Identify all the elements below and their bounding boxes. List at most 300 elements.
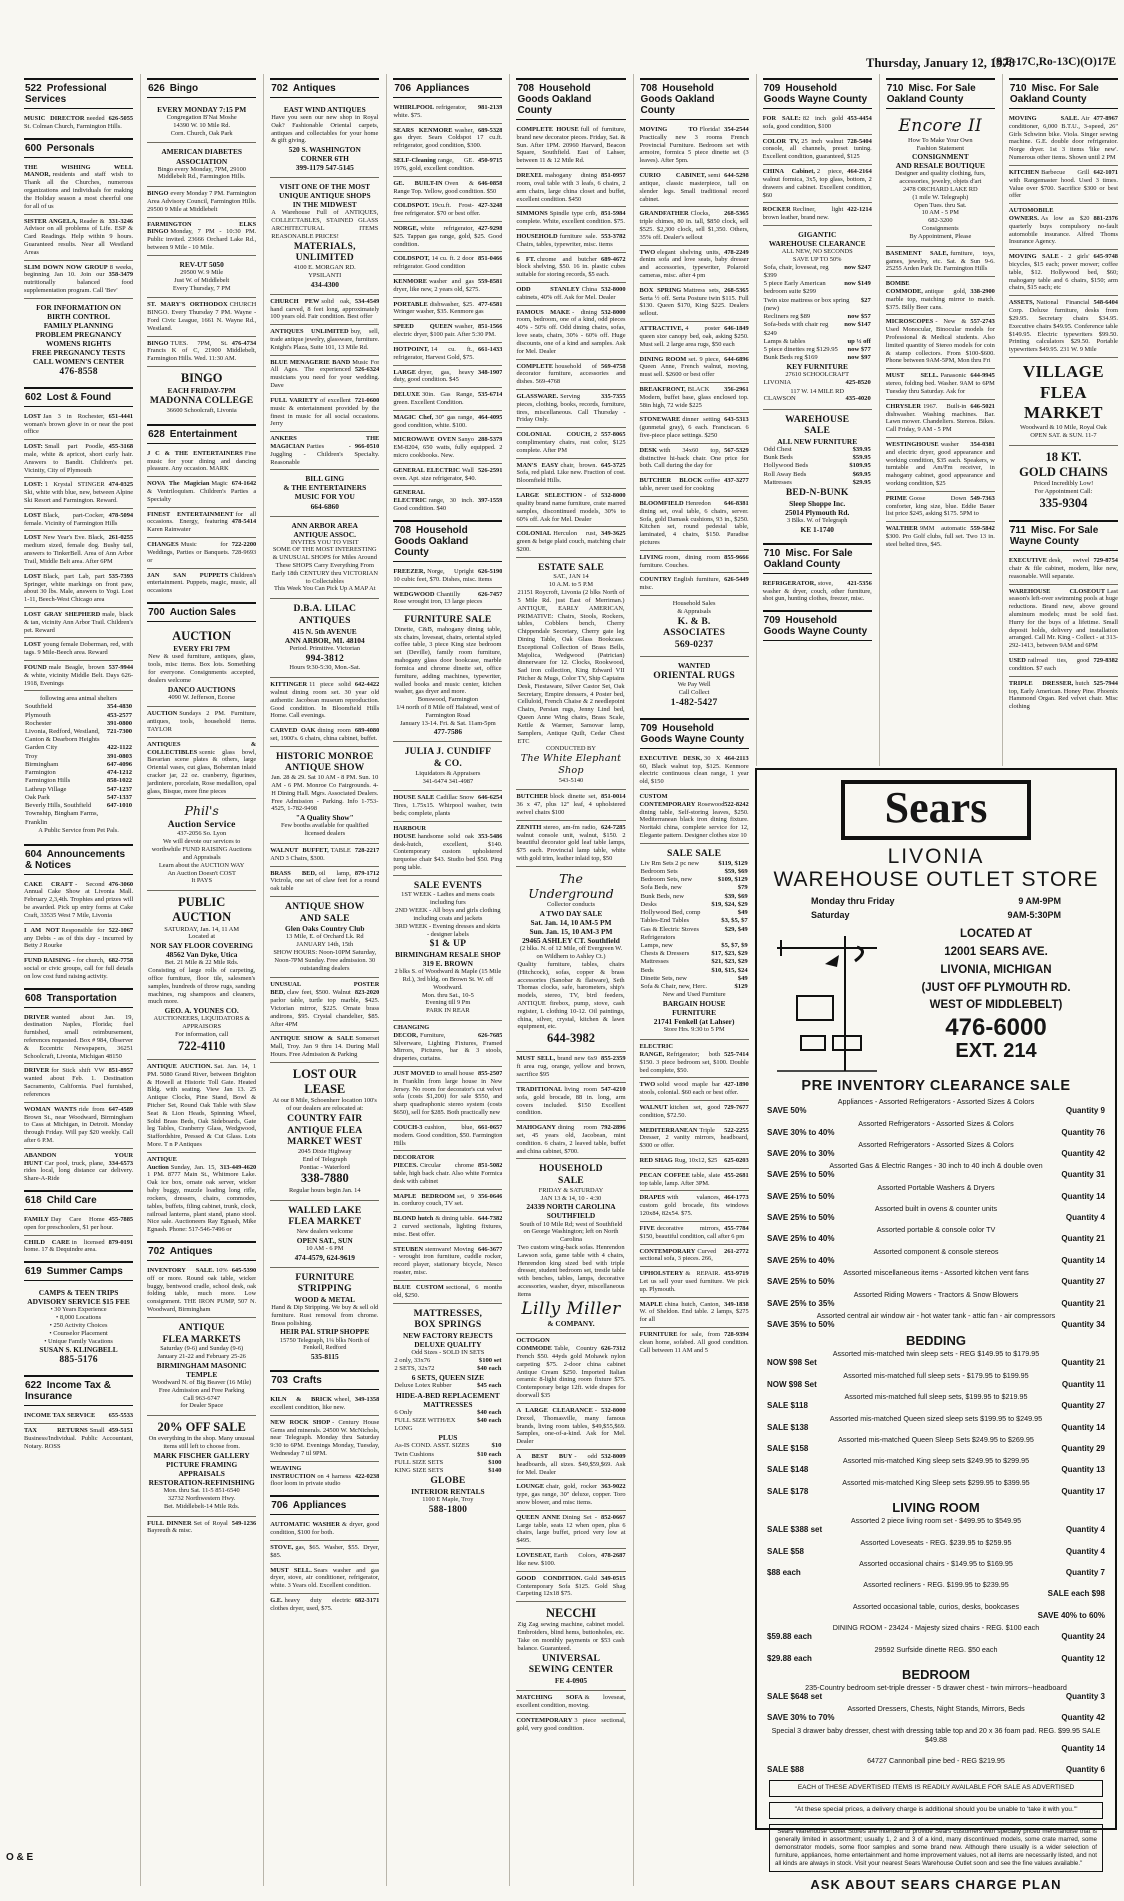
price-item: Sofa-beds with chair reg $249 (763, 321, 829, 337)
ad-lead: BOX SPRING (639, 286, 682, 294)
store-map (767, 926, 887, 1076)
price-item: CLAWSON (763, 395, 796, 403)
ad-body: BLACK Modern, buffet base, glass enclosed top. 58in high, 72 wide $225 (639, 385, 749, 409)
display-line: GLOBE (430, 1475, 466, 1487)
classified-ad (147, 737, 256, 799)
ad-body: brand new 6x9 ft area rug, orange, yellow and brown, sacrifice $95 (516, 1055, 626, 1079)
classified-ad (640, 352, 749, 382)
display-line: Sat. Jan. 14, 10 AM-5 PM (530, 918, 612, 928)
sale-item-description: Assorted Portable Washers & Dryers (877, 1182, 995, 1192)
ad-lead: JUST MOVED (393, 1070, 435, 1078)
display-ad (270, 1267, 379, 1367)
display-line: OPEN SAT. & SUN. 11-7 (1030, 431, 1097, 439)
ad-phone: 349-1838 (724, 1300, 749, 1308)
display-line: By Appointment, Please (909, 232, 972, 240)
ad-body: Refrigerator; both $150. 3 piece bedroom set, $100. Double bed complete, $50. (639, 1050, 749, 1074)
section-title: Announcements & Notices (25, 848, 126, 871)
display-line: FURNITURE SALE (404, 614, 492, 626)
ad-phone: 526-6324 (354, 366, 380, 374)
sale-item-row (767, 1444, 1105, 1454)
display-line: 588-1800 (428, 1503, 468, 1515)
display-line: 1ST WEEK - Ladies and mens coats including furs (401, 891, 495, 907)
ad-body: Jan 3 in Rochester, woman's brown glove in or near the post office (24, 412, 134, 436)
ad-body: semi antique, classic masterpiece, tall on slender legs. Small traditional record cabinet. (639, 172, 749, 203)
ad-lead: QUEEN ANNE (516, 1513, 561, 1521)
display-line: STRIPPING (297, 1283, 352, 1295)
display-line: AUCTION (172, 628, 232, 643)
ad-phone: 646-8381 (724, 499, 749, 507)
ad-body: Small Business/Individual. Public Accountant, Notary. ROSS (24, 1426, 134, 1450)
ad-lead: WESTINGHOUSE (885, 440, 939, 448)
ad-body: 4 poster queen size canopy bed, oak, asking $250. Must sell. 2 large area rugs, $50 each (639, 325, 749, 348)
display-ad (516, 1601, 625, 1690)
ad-phone: 532-8000 (601, 1406, 626, 1414)
display-line: ALL NEW, NO SECONDS (781, 248, 853, 255)
sears-phone: 476-6000 (945, 1014, 1047, 1042)
ad-lead: BUTCHER (516, 793, 549, 801)
ad-phone: 655-5533 (108, 1412, 134, 1420)
charge-plan-line: ASK ABOUT SEARS CHARGE PLAN (810, 1876, 1062, 1892)
ad-body: Florida! Practically new 3 rooms French Provincial Furniture. Bedroom set with armoire, formica 5 piece dinette set (3 leaves). After 5pm. (639, 126, 749, 165)
ad-body: dining room set, 45 years old, Jacobean, mint condition. 6 chairs, 2 leaved table, buffet and china cabinet, $700. (516, 1124, 626, 1155)
ad-phone: 682-3171 (354, 1596, 380, 1604)
classified-ad (24, 607, 133, 637)
price-row (764, 297, 871, 313)
ad-body: English furniture, misc. (639, 576, 721, 592)
ad-body: desk, swivel chair & file cabinet, modern, like new, reasonable. Will separate. (1008, 557, 1118, 580)
display-line: • 8,000 Locations (56, 1314, 102, 1322)
price-row (764, 479, 871, 487)
display-line: Designer and quality clothing, furs, accessories, jewelry, objets d'art (895, 170, 986, 186)
display-line: FREE PREGNANCY TESTS (31, 347, 126, 357)
classified-ad (147, 1516, 256, 1539)
ad-lead: WEDGWOOD (393, 590, 435, 598)
ad-phone: 464-2113 (724, 754, 749, 762)
ad-phone: 879-1712 (354, 869, 380, 877)
classified-ad (393, 1242, 502, 1280)
display-line: It PAYS (191, 877, 212, 885)
ad-body: 2 complimentary chairs, rust color, $125 complete. After PM (516, 431, 626, 454)
ad-body: dining room set, 1900's. 6 chairs, china cabinet, buffet. (270, 727, 378, 742)
ad-body: Cadillac Snow Tires, 1.75x15. Whirpool washer, twin beds; complete, plants (393, 794, 503, 818)
section-number: 619 (25, 1266, 42, 1278)
ad-lead: MUST SELL. (270, 1566, 312, 1574)
ad-lead: USED (1008, 657, 1026, 665)
display-line: Free Admission and Free Parking (158, 1386, 245, 1394)
section-title: Personals (46, 142, 95, 154)
ad-lead: 6 FT. (516, 255, 536, 263)
ad-phone: 626-7685 (477, 1031, 503, 1039)
price-row (394, 1417, 501, 1433)
display-line: Every Thursday, 7 PM (172, 284, 231, 292)
display-line: HISTORIC MONROE (276, 750, 374, 762)
display-line: WAREHOUSE CLEARANCE (768, 238, 866, 248)
ad-lead: NEW ROCK SHOP (270, 1418, 331, 1426)
section-header (270, 1370, 379, 1390)
ad-phone: 728-5404 (847, 137, 872, 145)
ad-lead: EXECUTIVE DESK, (639, 754, 703, 762)
display-line: JANUARY 14th, 15th (296, 941, 354, 949)
display-line: FRIDAY & SATURDAY (538, 1186, 604, 1194)
price-row (641, 958, 748, 966)
ad-phone: 881-2376 (1093, 214, 1118, 222)
classified-ad (1009, 554, 1118, 583)
ad-body: Sundays 2 PM. Furniture, antiques, tools, household items. TAYLOR (147, 710, 257, 733)
ad-body: - 2 girls' bicycles, $15 each; power mower; coffee table, $12. Hollywood bed, $60; mahogany table and 6 chairs, $150; arm chairs, $15 each; etc (1008, 253, 1118, 292)
display-line: EACH FRIDAY-7PM (167, 386, 236, 396)
display-line: BIRMINGHAM MASONIC TEMPLE (156, 1360, 247, 1379)
classified-ad (393, 432, 502, 462)
price-row (394, 1451, 501, 1459)
display-line: Bonswood, Farmington (417, 696, 479, 704)
ad-phone: 358-3479 (108, 271, 134, 279)
ad-body: heavy duty electric clothes dryer, used, $75. (270, 1596, 351, 1612)
price-row (25, 777, 132, 785)
newspaper-column-8 (879, 74, 995, 766)
sale-item-row (767, 1632, 1105, 1642)
ad-body: white refrigerator, $25. Tappan gas range, gold, $25. Good condition. (393, 224, 503, 248)
sale-price: SAVE 25% to 50% (767, 1170, 835, 1180)
section-title: Misc. For Sale Oakland County (1009, 83, 1099, 105)
display-line: We will devote our services to worthwhile FUND RAISING Auctions and Appraisals (151, 838, 252, 861)
display-line: ADVISORY SERVICE $15 FEE (27, 1297, 130, 1307)
price-row (25, 761, 132, 769)
display-line: Sun. Jan. 15, 10 AM-3 PM (529, 927, 613, 937)
display-line: 2045 Dixie Highway (297, 1148, 352, 1155)
classified-ad (393, 153, 502, 176)
quantity-label: Quantity 21 (1061, 1298, 1105, 1308)
ad-phone: 354-2544 (724, 126, 749, 133)
display-ad (270, 598, 379, 677)
ad-lead: LOST (24, 511, 42, 519)
sale-section-heading: BEDROOM (902, 1666, 970, 1682)
ad-lead: DECORATOR PIECES. (393, 1154, 435, 1170)
display-line: 885-5176 (59, 1354, 98, 1366)
ad-body: washer and electric dryer, good appearance and working condition, $35 each. Speakers, w turntable and Am/Fm receiver, in mahogany cabinet, good appearance and working condition, $25 (885, 440, 995, 488)
display-line: LOST OUR LEASE (292, 1066, 357, 1097)
ad-lead: LOST (24, 534, 42, 542)
ad-body: Monday, 7 PM - 10:30 PM. Public invited. 23666 Orchard Lake Rd., between 9 Mile - 10 Mile. (147, 228, 257, 252)
display-line: & COMPANY. (547, 1319, 595, 1329)
classified-ad (147, 1059, 256, 1152)
sale-item-row (767, 1380, 1105, 1390)
ad-body: for Stick shift VW wanted about Feb. 1. Destination Sacramento, California. Fuel furnished, references (24, 1067, 134, 1098)
section-number: 618 (25, 1195, 42, 1206)
ad-phone: 331-3246 (108, 217, 134, 225)
display-line: Consisting of large rolls of carpeting, office furniture, floor tile, salesmen's samples, hundreds of throw rugs, sanding machines, rug shampoos and cleaners, much more. (148, 967, 256, 1006)
display-line: WOMENS RIGHTS (46, 338, 112, 348)
section-header (763, 610, 872, 641)
display-line: UNLIMITED (295, 252, 354, 264)
classified-ad (640, 245, 749, 283)
price-row (641, 868, 748, 876)
ad-phone: 532-8000 (601, 492, 626, 500)
sale-item-description: Assorted recliners - REG. $199.95 to $239.95 (863, 1580, 1009, 1590)
ad-lead: MAPLE BEDROOM (393, 1192, 456, 1200)
display-line: AUCTION (172, 910, 232, 925)
display-line: COUNTRY FAIR (287, 1112, 363, 1124)
classified-ad (763, 202, 872, 225)
ad-lead: FULL VARIETY (270, 396, 318, 404)
classified-ad (24, 530, 133, 568)
sale-item-row (767, 1713, 1105, 1723)
ad-lead: MATCHING SOFA (516, 1694, 583, 1702)
classified-ad (393, 565, 502, 587)
ad-lead: DRIVER (24, 1067, 50, 1075)
ad-body: 1 Krystal STINGER Ski, white with blue, new, between Alpine Ski Resort and Farmington. Reward. (24, 481, 134, 505)
ad-phone: 268-5365 (724, 286, 749, 294)
ad-phone: 478-2249 (724, 248, 749, 256)
sale-price: SAVE 20% to 30% (767, 1148, 835, 1158)
price-row (764, 395, 871, 403)
ad-phone: 478-5094 (108, 511, 134, 519)
ad-lead: KENMORE (393, 278, 428, 285)
sale-item-description: Special 3 drawer baby dresser, chest with dressing table top and 20 x 36 foam pad. REG. $99.95 SALE $49.88 (771, 1725, 1101, 1744)
display-line: following area animal shelters (39, 695, 118, 703)
classified-ad (640, 382, 749, 412)
ad-phone: 455-7885 (108, 1216, 134, 1223)
classified-ad (393, 221, 502, 251)
price-value: 547-1237 (106, 785, 133, 793)
price-row (764, 313, 871, 321)
sale-price: $29.88 each (767, 1653, 812, 1663)
classified-ad (516, 1690, 625, 1713)
sears-hours-weekday (811, 895, 1061, 909)
ad-phone: 548-6404 (1093, 299, 1118, 307)
display-line: Odd Sizes - SOLD IN SETS (411, 1349, 485, 1357)
quantity-label: SAVE 40% to 60% (1037, 1610, 1105, 1620)
price-value: $29.95 (852, 478, 871, 486)
ad-body: 14 cu. ft. 2 door refrigerator. Good condition (393, 255, 474, 271)
price-value: $5, $7, $9 (721, 941, 748, 949)
ad-lead: SELF-Cleaning (393, 157, 436, 165)
price-row (394, 1382, 501, 1390)
ad-phone: 643-5313 (724, 416, 749, 424)
section-header (24, 387, 133, 407)
ad-phone: 729-8754 (1093, 557, 1118, 565)
ad-lead: DELUXE (393, 391, 420, 399)
display-line: 477-7586 (433, 727, 463, 737)
ad-lead: UNUSUAL POSTER BED, (270, 981, 380, 997)
price-value: 391-0803 (106, 752, 133, 760)
ad-lead: BLOND hutch (393, 1215, 434, 1223)
sale-item-description: Assorted Refrigerators - Assorted Sizes & Colors (858, 1139, 1014, 1149)
display-line: 4100 E. MORGAN RD. (293, 264, 356, 272)
classified-ad (24, 637, 133, 660)
ad-phone: 626-7312 (601, 1345, 626, 1353)
classified-ad (393, 1211, 502, 1241)
classified-ad (886, 368, 995, 398)
sale-item-description: Assorted occasional chairs - $149.95 to $169.95 (859, 1558, 1013, 1568)
display-line: 994-3812 (305, 652, 344, 664)
ad-lead: LOVESEAT, (516, 1552, 552, 1560)
ad-lead: FINEST ENTERTAINMENT (147, 510, 234, 518)
ad-body: Black, part-Cocker, female. Vicinity of Farmington Hills (24, 511, 118, 527)
price-item: Roll Away Beds (763, 470, 807, 478)
price-value: $17, $23, $29 (711, 950, 748, 958)
ad-lead: THE WISHING WELL MANOR, (24, 163, 134, 179)
display-line: GEO. A. YOUNES CO. (164, 1006, 239, 1016)
ad-lead: WEAVING INSTRUCTION (270, 1464, 316, 1480)
ad-body: 2 piece, walnut formica, 3x5, top glass, bottom, 2 drawers and cabinet. Excellent condition, $60 (762, 168, 872, 199)
display-ad (147, 101, 256, 142)
display-line: End of Telegraph (302, 1155, 347, 1163)
sale-item-row (767, 1465, 1105, 1475)
section-header (147, 1241, 256, 1261)
ad-phone: 646-0858 (477, 179, 503, 187)
ad-body: Mattress sets, Serta ½ off. Serta Posture twin $115. Full $130. Queen $170, King $225. Dealers sellout. (639, 286, 749, 318)
classified-ad (270, 324, 379, 354)
ad-lead: TWO (639, 248, 656, 256)
display-line: NEW FACTORY REJECTS (402, 1330, 493, 1340)
ad-body: Set of Royal Bayreuth & misc. (147, 1519, 228, 1535)
display-ad (640, 656, 749, 714)
ad-phone: 476-3060 (108, 880, 134, 888)
quantity-label: Quantity 29 (1061, 1444, 1105, 1453)
classified-ad (393, 342, 502, 365)
sale-item-row (767, 1299, 1105, 1309)
section-number: 602 (25, 391, 42, 403)
price-item: KING SIZE SETS (394, 1467, 444, 1475)
display-line: 474-4579, 624-9619 (294, 1252, 355, 1262)
price-value: $45 each (477, 1382, 502, 1390)
ad-body: full of furniture, brand new decorator pieces. Friday, Sat. & Sun. After 1PM. 20960 Harvard, Beacon Square, Southfield. East of Lahser, between 11 & 12 Mile Rd. (516, 126, 626, 165)
display-line: FE 4-0905 (554, 1676, 588, 1686)
display-ad (147, 1415, 256, 1515)
ad-lead: BINGO (147, 339, 169, 347)
display-line: Hand & Dip Stripping. We buy & sell old furniture. Rust removal from chrome. Brass polishing. (271, 1304, 379, 1327)
classified-ad (516, 1120, 625, 1158)
display-line: 2478 ORCHARD LAKE RD (902, 186, 978, 194)
display-line: SALE SALE (666, 847, 722, 859)
ad-phone: 338-2900 (970, 287, 995, 295)
ad-lead: COLONIAL (516, 530, 552, 538)
display-line: D.B.A. LILAC (293, 603, 357, 615)
ad-phone: 453-4454 (847, 115, 872, 122)
ad-phone: 851-1566 (477, 323, 503, 331)
section-title: Misc. For Sale Wayne County (1009, 525, 1099, 548)
classified-ad (886, 521, 995, 551)
display-line: K. & B. (677, 615, 711, 627)
dateline: Thursday, January 12, 1978 (866, 56, 1015, 70)
price-row (25, 753, 132, 761)
ad-phone: 728-2217 (354, 846, 380, 854)
sale-item-description: Assorted mis-matched full sleep sets, $199.95 to $219.95 (844, 1392, 1028, 1402)
display-line: 1100 E Maple, Troy (422, 1496, 474, 1504)
ad-lead: JAN SAN PUPPETS (147, 571, 229, 579)
display-line: These SHOPS Carry Everything From Early 18th CENTURY thru VICTORIAN to Collectables (271, 562, 378, 585)
ad-lead: ELECTRIC RANGE, (639, 1043, 673, 1058)
ad-lead: REFRIGERATOR, (762, 579, 816, 587)
display-line: Period. Primitive. Victorian (289, 644, 361, 652)
ad-lead: SEARS KENMORE (393, 126, 453, 134)
ad-lead: WOMAN WANTS (24, 1105, 77, 1113)
ad-body: Sat. Jan. 14, 1 PM. 5080 Grand River, between Brighton & Howell at Historic Toll Gate. Heated Bldg. with seating. View Jan 13. 25 Antique Clocks, Pine Stand, Bowl & Pitcher Set, Round Oak Table with Slaw Seat & Lion Heads, Spinning Wheel, Solid Brass Beds, Oak Sideboards, Gate leg Tables, Cranberry Glass, Wedgwood, Staffordshire, Pressed & Cut Glass. Lots More. T n P Antiques (147, 1062, 257, 1149)
display-ad (147, 625, 256, 706)
classified-ad (886, 491, 995, 521)
ad-lead: DREXEL (516, 172, 544, 180)
ad-phone: 532-8000 (601, 286, 626, 293)
classified-ad (393, 1120, 502, 1150)
ad-body: Sunday, Jan. 15, 1 PM. 8777 Main St., Whitmore Lake. Oak ice box, ornate oak server, wicker baby buggy, muzzle loading long rifle, rockers, dressers, chairs, commodes, tables, buffets, filing cabinet, trunk, clock, railroad lanterns, plant stand, piano stool. Nice sale. Auctioneers Ray Egnash, Mike Egnash. Phone: 517-546-7496 or (147, 1163, 257, 1234)
ad-lead: DRIVER (24, 1013, 50, 1021)
display-line: WAREHOUSE (785, 413, 850, 425)
ad-lead: FURNITURE (639, 1331, 678, 1339)
classified-ad (640, 550, 749, 573)
display-line: Bingo every Monday, 7PM, 29100 Middlebelt Rd., Farmington Hills. (157, 165, 247, 181)
sale-items (767, 1097, 1105, 1775)
ad-lead: WAREHOUSE CLOSEOUT (1008, 587, 1105, 595)
ad-phone: 553-3782 (601, 232, 626, 240)
ad-phone: 549-7363 (970, 494, 995, 502)
ad-phone: 261-0255 (108, 534, 134, 542)
ad-lead: LOST: (24, 481, 43, 489)
ad-phone: 261-2772 (724, 1247, 749, 1255)
ad-phone: 981-2139 (477, 104, 503, 111)
classified-ad (516, 526, 625, 556)
ad-body: - Drexel, Thomasville, many famous brands, living room tables, $49,$55,$69. Samples, one-of-a-kind. Ask for Mel. Dealer (516, 1406, 626, 1446)
ad-phone: 422-1214 (847, 206, 872, 214)
section-number: 708 (517, 83, 535, 94)
ad-phone: 455-3168 (108, 443, 134, 451)
price-value: $49 (737, 909, 748, 917)
display-line: Corn. Church, Oak Park (170, 129, 233, 137)
display-line: New & used furniture, antiques, glass, tools, misc items. Box lots. Something for everyone. Consignments accepted, dealers welcome (148, 653, 256, 684)
ad-body: 30" gas range, good condition, white. $100. (393, 413, 474, 429)
display-line: VILLAGE (1022, 361, 1105, 381)
ad-body: Furniture, Silverware, Lighting Fixtures, Framed Mirrors, Pictures, bar & 3 stools, draperies, curtains. (393, 1031, 503, 1063)
ad-phone: 478-5414 (231, 518, 257, 526)
display-line: Hours 9:30-5:30, Mon.-Sat. (289, 664, 361, 672)
display-line: Mon. thru Sat. 11-5 851-6540 (163, 1487, 240, 1495)
display-line: Evening till 9 Pm (425, 999, 471, 1007)
ad-body: chair, brown. Sofa, red plaid. Like new. Fraction of cost. Bloomfield Hills. (516, 461, 626, 485)
display-line: MARKET (1023, 403, 1103, 423)
sale-item-description: Assorted portable & console color TV (876, 1225, 996, 1235)
ad-phone: 450-9715 (477, 157, 503, 165)
sale-item-row (767, 1423, 1105, 1433)
display-line: BILL GING (305, 474, 345, 484)
price-value: now $247 (844, 263, 871, 271)
ad-body: with 34x60 top, distinctive hi-back chair. One price for both. Call during the day for (639, 446, 749, 470)
price-item: LIVONIA (763, 379, 792, 387)
display-line: JAN 13 & 14, 10 - 4:30 (540, 1194, 602, 1202)
ad-phone: 474-0325 (108, 481, 134, 489)
quantity-label: Quantity 76 (1061, 1127, 1105, 1137)
ad-phone: 855-2507 (477, 1070, 503, 1078)
ad-body: Panasonic stereo, folding bed. Washer. 9AM to 6PM Tuesday thru Saturday. Ask for (885, 372, 995, 395)
ad-lead: BREAKFRONT, (639, 385, 686, 393)
display-line: Located at (188, 933, 216, 941)
display-line: IN THE MIDWEST (292, 200, 357, 210)
ad-body: china hutch, Canton, W. of Sheldon. End table. 2 lamps, $275 for all (639, 1300, 749, 1324)
ad-lead: PECAN COFFEE (639, 1171, 690, 1179)
display-ad (763, 225, 872, 409)
section-header (147, 78, 256, 98)
quantity-label: Quantity 14 (1061, 1255, 1105, 1265)
classified-ad (886, 437, 995, 491)
display-line: Dinette, C&B, mahogany dining table, six chairs, loveseat, chairs, oriental styled coffee table, 3 piece King size bedroom set (Deville), family room furniture, mahogany glass door bookcase, marble formica and chrome dinette set, office furniture, adding machines, typewriter, walled books and music center, kitchen washer, gas dryer and more. (394, 625, 502, 696)
sale-item-description: Assorted mis-matched Queen Sleep Sets $249.95 to $269.95 (838, 1435, 1034, 1444)
ad-body: Chantilly Rose wrought iron, 13 large pieces (393, 590, 483, 606)
display-line: WANTED (677, 660, 711, 670)
ad-body: dinner setting (gunmetal gray), 6 each. Franciscan. 6 five-piece place settings. $250 (639, 416, 749, 439)
ad-phone: 792-2896 (601, 1124, 626, 1132)
section-number: 604 (25, 848, 42, 860)
display-line: ANTIQUE SHOW (285, 900, 365, 912)
sale-item-row (767, 1401, 1105, 1411)
price-row (641, 860, 748, 868)
